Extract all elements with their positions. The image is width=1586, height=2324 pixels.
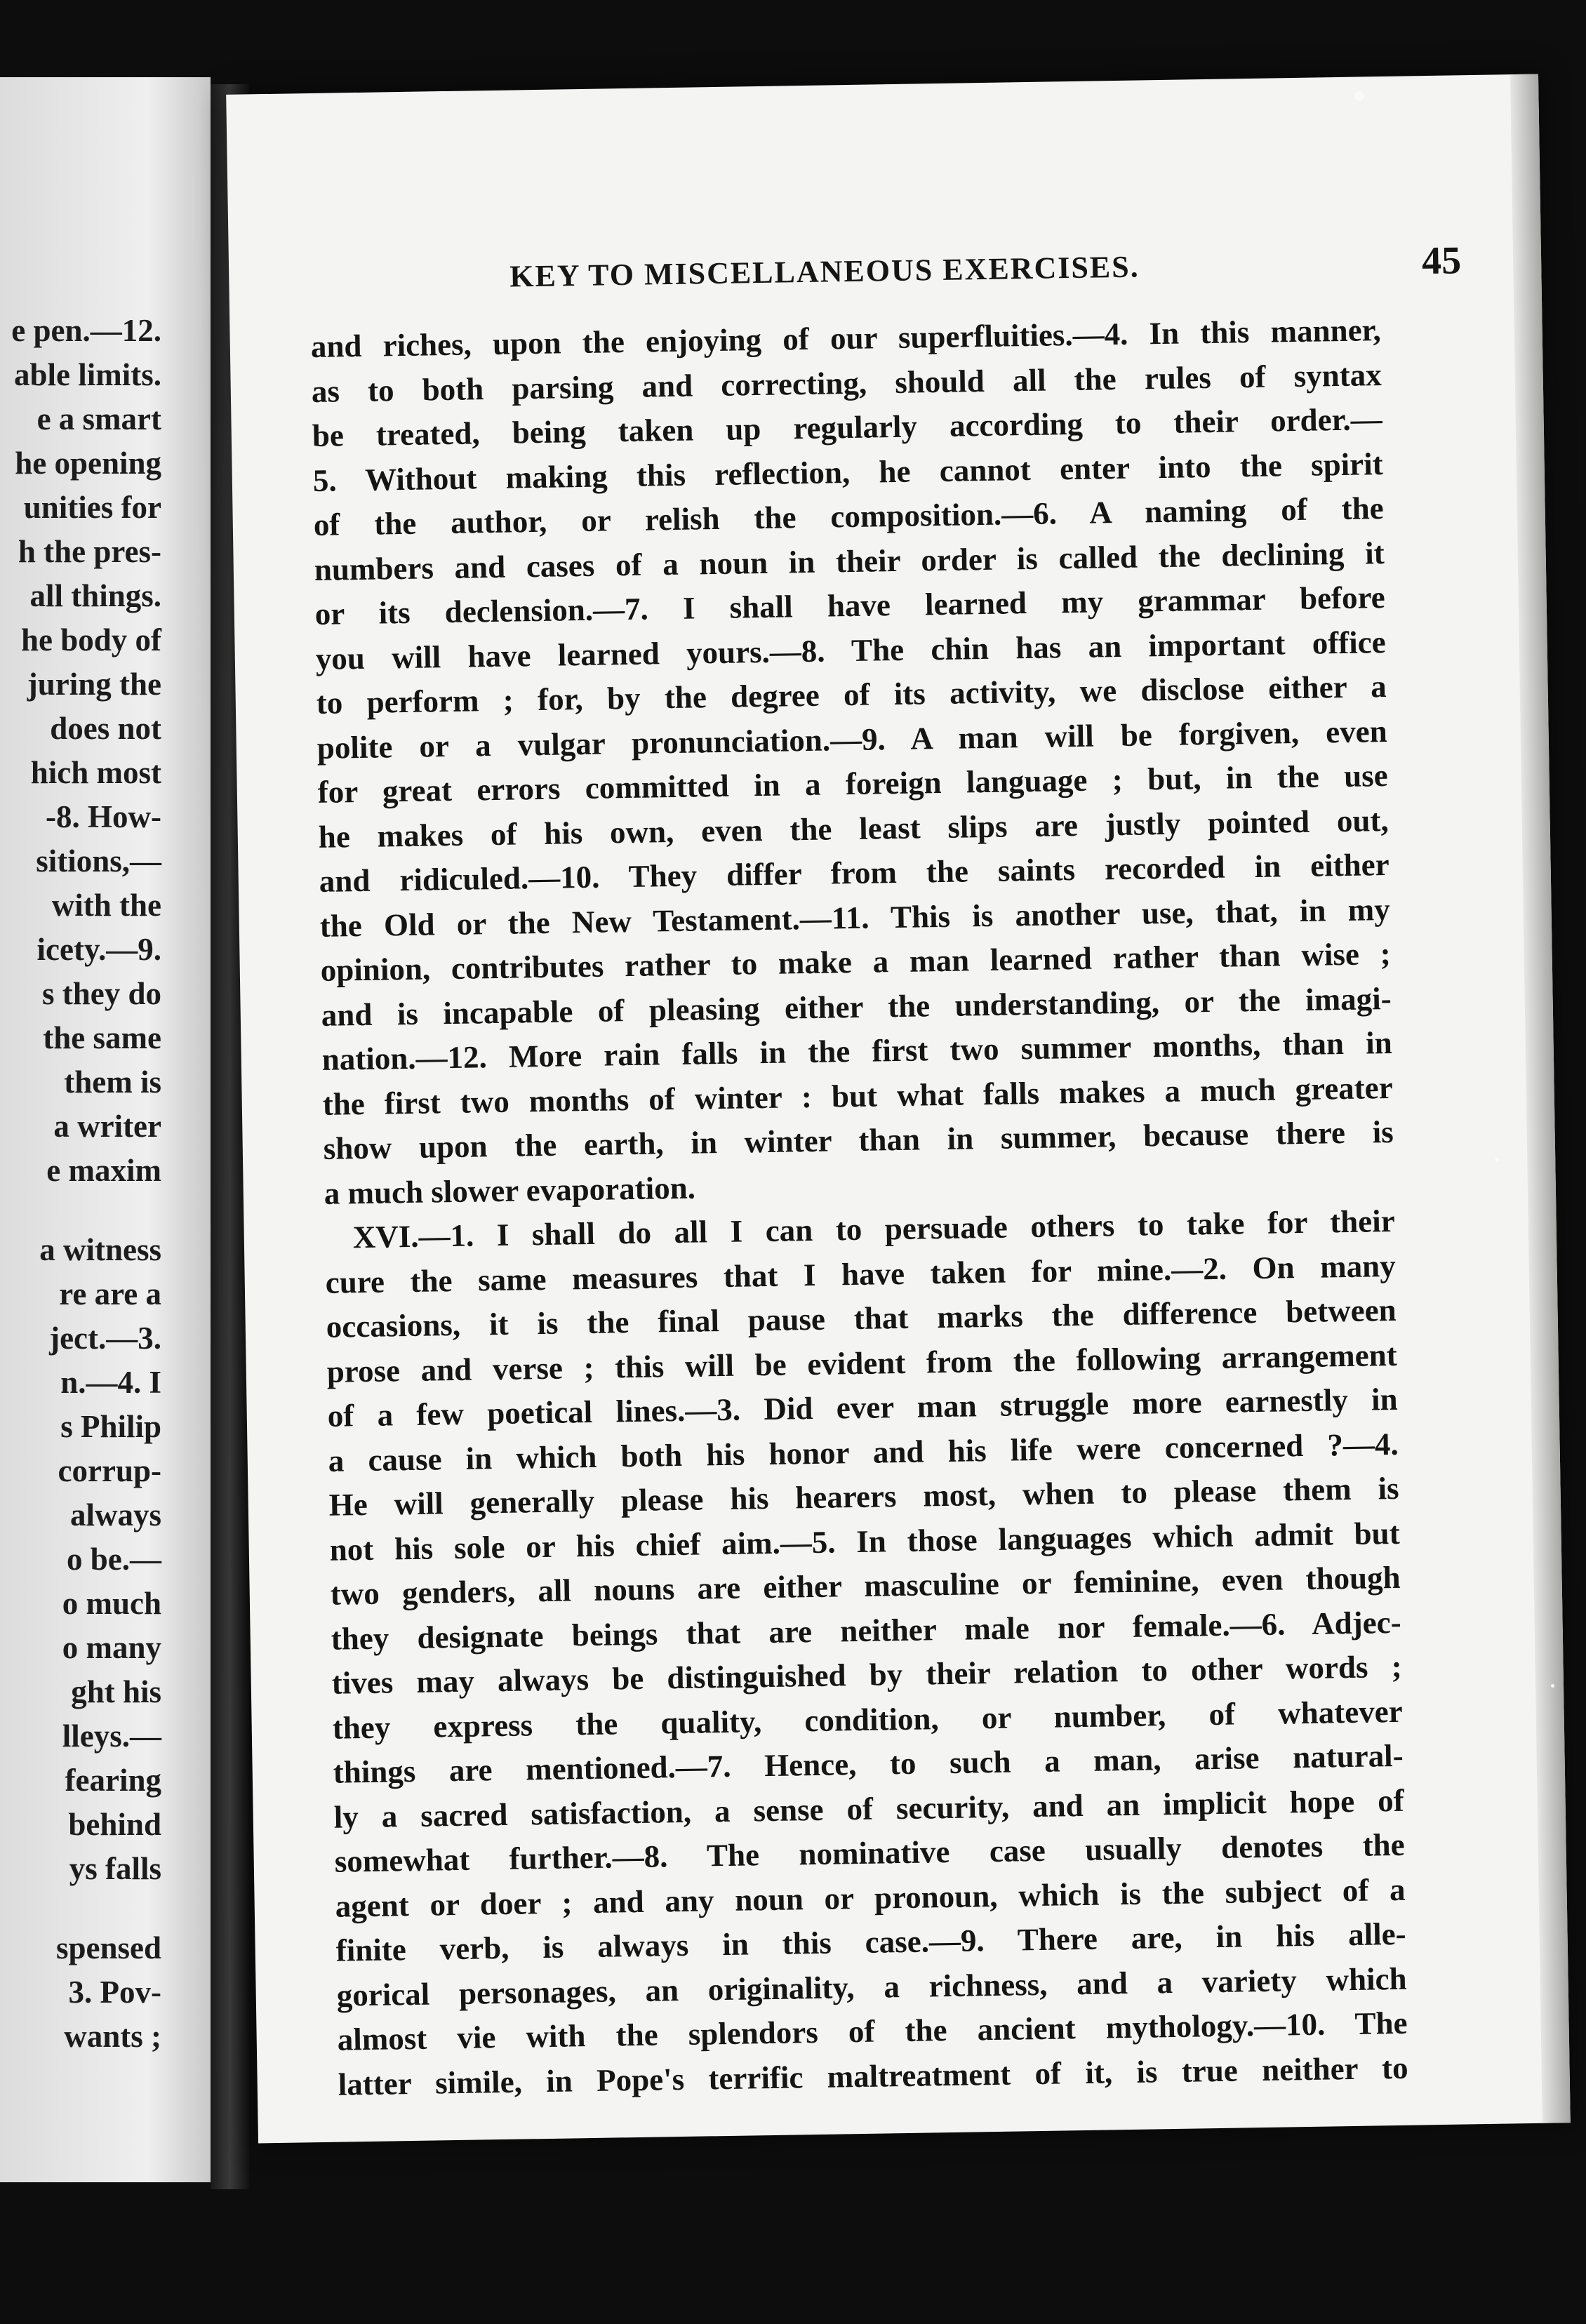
facing-line: n.—4. I xyxy=(60,1365,161,1400)
text-line: a cause in which both his honor and his life were concerned ?—4. xyxy=(328,1426,1399,1478)
facing-line: corrup- xyxy=(58,1453,161,1488)
text-line: they express the quality, condition, or number, of whatever xyxy=(332,1693,1403,1746)
text-line: latter simile, in Pope's terrific maltreatment of it, is true neither to xyxy=(338,2050,1408,2102)
text-line: and is incapable of pleasing either the understanding, or the imagi- xyxy=(321,980,1392,1033)
facing-page-text xyxy=(0,309,161,2059)
facing-line: he body of xyxy=(20,622,161,657)
page-body xyxy=(310,308,1408,2107)
facing-line: s Philip xyxy=(60,1409,161,1444)
facing-line: unities for xyxy=(23,490,161,525)
text-line: cure the same measures that I have taken for mine.—2. On many xyxy=(325,1248,1396,1300)
facing-line: lleys.— xyxy=(62,1718,161,1754)
text-line: not his sole or his chief aim.—5. In those languages which admit but xyxy=(329,1515,1400,1568)
book-page xyxy=(226,74,1571,2143)
facing-line: -8. How- xyxy=(46,799,161,834)
text-line: and riches, upon the enjoying of our superfluities.—4. In this manner, xyxy=(310,312,1382,365)
facing-line: a writer xyxy=(53,1109,161,1144)
facing-line: h the pres- xyxy=(18,534,161,569)
facing-line: fearing xyxy=(65,1763,161,1798)
text-line: two genders, all nouns are either masculine or feminine, even though xyxy=(330,1559,1401,1612)
text-line: agent or doer ; and any noun or pronoun, which is the subject of a xyxy=(335,1871,1406,1924)
facing-line: them is xyxy=(64,1064,161,1100)
text-line: show upon the earth, in winter than in summer, because there is xyxy=(323,1114,1394,1166)
text-line: you will have learned yours.—8. The chin has an important office xyxy=(315,624,1387,676)
facing-line: does not xyxy=(50,711,161,746)
page-edge xyxy=(1510,74,1571,2123)
text-line: tives may always be distinguished by their relation to other words ; xyxy=(331,1648,1402,1701)
facing-line: e pen.—12. xyxy=(11,313,161,348)
facing-line: the same xyxy=(43,1020,161,1055)
facing-line: re are a xyxy=(59,1276,161,1311)
facing-line: o be.— xyxy=(67,1542,161,1577)
facing-line: ys falls xyxy=(69,1851,161,1886)
text-line: of the author, or relish the composition.—6. A naming of the xyxy=(313,490,1385,542)
facing-line: hich most xyxy=(30,755,161,790)
text-line: prose and verse ; this will be evident from the following arrangement xyxy=(326,1337,1397,1389)
facing-line: spensed xyxy=(55,1930,161,1965)
facing-line: o much xyxy=(62,1586,161,1621)
facing-line: juring the xyxy=(27,667,161,702)
text-line: the first two months of winter : but what falls makes a much greater xyxy=(322,1069,1393,1122)
text-line: 5. Without making this reflection, he cannot enter into the spirit xyxy=(312,446,1384,498)
facing-line: able limits. xyxy=(14,357,161,392)
text-line: things are mentioned.—7. Hence, to such a man, arise natural- xyxy=(333,1737,1404,1790)
facing-line: all things. xyxy=(29,578,161,613)
text-line: opinion, contributes rather to make a man learned rather than wise ; xyxy=(320,935,1392,988)
text-line: He will generally please his hearers most, when to please them is xyxy=(328,1470,1399,1523)
text-line: almost vie with the splendors of the ancient mythology.—10. The xyxy=(337,2005,1408,2057)
text-line: a much slower evaporation. xyxy=(324,1170,696,1211)
text-line: finite verb, is always in this case.—9. There are, in his alle- xyxy=(335,1916,1406,1968)
text-line: for great errors committed in a foreign language ; but, in the use xyxy=(317,757,1389,810)
facing-line: sitions,— xyxy=(36,843,161,879)
text-line: polite or a vulgar pronunciation.—9. A man will be forgiven, even xyxy=(316,713,1388,766)
facing-line: always xyxy=(69,1497,161,1532)
page-number: 45 xyxy=(1421,239,1462,283)
facing-line: o many xyxy=(62,1630,161,1665)
facing-line: a witness xyxy=(39,1232,161,1267)
text-line: be treated, being taken up regularly according to their order.— xyxy=(312,401,1383,453)
facing-line: e a smart xyxy=(36,401,161,436)
text-line: gorical personages, an originality, a richness, and a variety which xyxy=(336,1961,1407,2013)
facing-line: ject.—3. xyxy=(49,1321,161,1356)
facing-line: e maxim xyxy=(46,1153,161,1188)
text-line: occasions, it is the final pause that marks the difference between xyxy=(326,1292,1397,1344)
text-line: numbers and cases of a noun in their order is called the declining it xyxy=(314,535,1385,587)
text-line: ly a sacred satisfaction, a sense of security, and an implicit hope of xyxy=(333,1782,1404,1835)
facing-page xyxy=(0,77,211,2182)
facing-line: ght his xyxy=(71,1674,161,1709)
text-line: he makes of his own, even the least slips are justly pointed out, xyxy=(318,802,1390,855)
text-line: somewhat further.—8. The nominative case usually denotes the xyxy=(334,1827,1405,1879)
facing-line: with the xyxy=(51,888,161,923)
facing-line: 3. Pov- xyxy=(68,1975,161,2010)
text-line: and ridiculed.—10. They differ from the saints recorded in either xyxy=(319,846,1390,899)
facing-line: behind xyxy=(68,1807,161,1842)
facing-line: wants ; xyxy=(64,2019,161,2054)
text-line: or its declension.—7. I shall have learned my grammar before xyxy=(314,580,1386,632)
text-line: nation.—12. More rain falls in the first two summer months, than in xyxy=(321,1024,1393,1077)
text-line: as to both parsing and correcting, should all the rules of syntax xyxy=(311,356,1382,409)
running-title: KEY TO MISCELLANEOUS EXERCISES. xyxy=(509,249,1140,294)
facing-line: s they do xyxy=(41,976,161,1011)
text-line: to perform ; for, by the degree of its activity, we disclose either a xyxy=(316,669,1387,721)
facing-line: icety.—9. xyxy=(36,932,161,967)
text-line: they designate beings that are neither male nor female.—6. Adjec- xyxy=(331,1604,1401,1657)
facing-line: he opening xyxy=(15,446,161,481)
facing-gap xyxy=(0,1891,161,1926)
text-line: of a few poetical lines.—3. Did ever man struggle more earnestly in xyxy=(327,1381,1398,1434)
facing-gap xyxy=(0,1193,161,1228)
text-line: the Old or the New Testament.—11. This is another use, that, in my xyxy=(319,891,1391,944)
section-start-line: XVI.—1. I shall do all I can to persuade others to take for their xyxy=(352,1203,1395,1255)
